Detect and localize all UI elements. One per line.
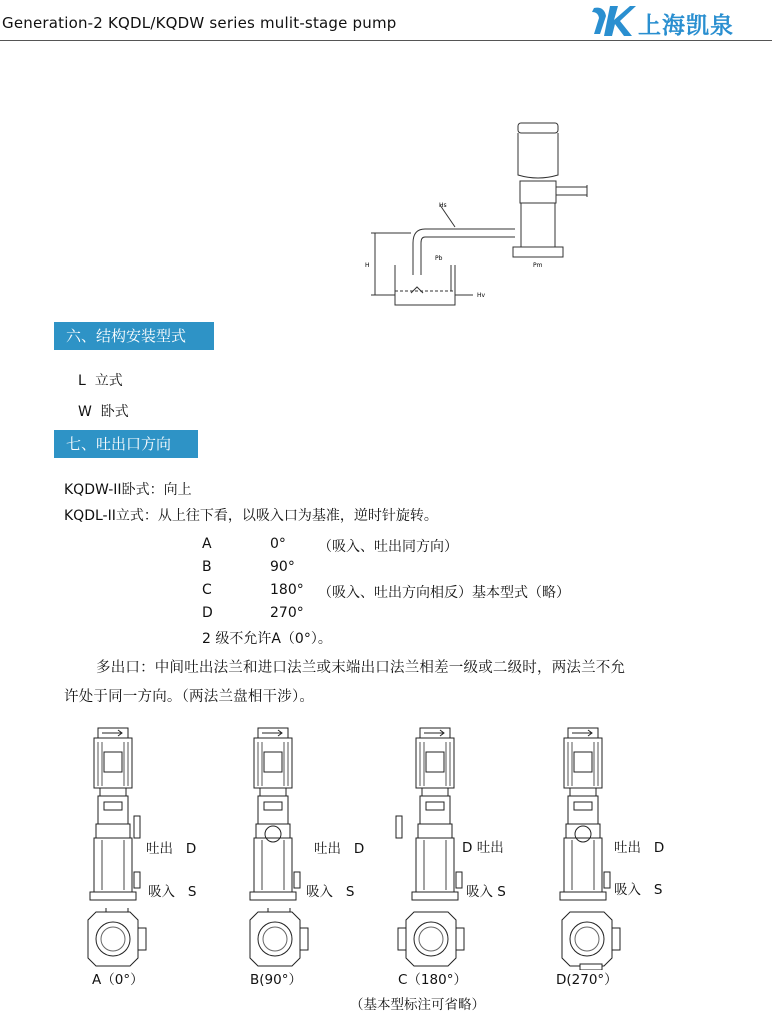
pump-b-inlet-label: 吸入 S bbox=[306, 884, 355, 900]
pump-elevation-c bbox=[396, 728, 462, 900]
direction-note-c: （吸入、吐出方向相反）基本型式（略） bbox=[318, 585, 570, 601]
plan-view-b bbox=[250, 908, 308, 966]
water-tank bbox=[395, 265, 455, 305]
pump-plan-views bbox=[0, 908, 772, 970]
label-hv: Hv bbox=[477, 292, 486, 299]
install-type-label: 卧式 bbox=[100, 404, 129, 420]
logo-mark-icon bbox=[590, 4, 636, 38]
direction-code-a: A bbox=[202, 536, 212, 552]
install-type-horizontal bbox=[78, 401, 129, 421]
pump-body bbox=[521, 203, 555, 247]
direction-angle-a: 0° bbox=[270, 536, 286, 552]
section6-title: 六、结构安装型式 bbox=[54, 322, 214, 350]
plan-view-a bbox=[88, 908, 146, 966]
kqdw-direction: KQDW-II卧式：向上 bbox=[64, 482, 192, 498]
direction-code-c: C bbox=[202, 582, 212, 598]
motor-body bbox=[518, 133, 558, 178]
label-hs: Hs bbox=[439, 202, 447, 209]
pump-elevation-a bbox=[90, 728, 140, 900]
pump-c-inlet-label: 吸入 S bbox=[466, 884, 506, 900]
caption-a: A（0°） bbox=[92, 972, 144, 988]
direction-code-d: D bbox=[202, 605, 213, 621]
pump-c-outlet-label: D 吐出 bbox=[462, 840, 504, 856]
caption-c: C（180°） bbox=[398, 972, 467, 988]
label-pb: Pb bbox=[435, 255, 443, 262]
header-divider bbox=[0, 40, 772, 41]
plan-view-d bbox=[562, 912, 620, 970]
caption-d: D(270°） bbox=[556, 972, 618, 988]
footnote: （基本型标注可省略） bbox=[350, 997, 485, 1013]
plan-view-c bbox=[398, 912, 464, 966]
pump-a-outlet-label: 吐出 D bbox=[146, 841, 197, 857]
pump-d-inlet-label: 吸入 S bbox=[614, 882, 663, 898]
label-h: H bbox=[365, 262, 370, 269]
install-type-label: 立式 bbox=[94, 373, 123, 389]
caption-b: B(90°） bbox=[250, 972, 302, 988]
pump-base bbox=[513, 247, 563, 257]
multi-outlet-para-line2: 许处于同一方向。（两法兰盘相干涉）。 bbox=[64, 689, 315, 705]
pump-coupling bbox=[520, 181, 556, 203]
logo-text: 上海凯泉 bbox=[638, 13, 734, 39]
install-type-code: W bbox=[78, 404, 92, 420]
company-logo bbox=[590, 4, 770, 38]
installation-diagram bbox=[355, 115, 605, 315]
pump-elevation-b bbox=[250, 728, 300, 900]
pump-b-outlet-label: 吐出 D bbox=[314, 841, 365, 857]
direction-code-b: B bbox=[202, 559, 212, 575]
multi-outlet-para-line1: 多出口：中间吐出法兰和进口法兰或末端出口法兰相差一级或二级时，两法兰不允 bbox=[96, 660, 626, 676]
direction-angle-d: 270° bbox=[270, 605, 304, 621]
kqdl-direction: KQDL-II立式：从上往下看，以吸入口为基准，逆时针旋转。 bbox=[64, 508, 438, 524]
pump-a-inlet-label: 吸入 S bbox=[148, 884, 197, 900]
section7-title: 七、吐出口方向 bbox=[54, 430, 198, 458]
label-pm: Pm bbox=[533, 262, 543, 269]
page-header-title: Generation-2 KQDL/KQDW series mulit-stage pump bbox=[2, 14, 397, 32]
direction-note-a: （吸入、吐出同方向） bbox=[318, 539, 458, 555]
direction-angle-b: 90° bbox=[270, 559, 295, 575]
direction-angle-c: 180° bbox=[270, 582, 304, 598]
stage-note: 2 级不允许A（0°）。 bbox=[202, 631, 332, 647]
motor-cap bbox=[518, 123, 558, 133]
install-type-vertical bbox=[78, 370, 123, 390]
pump-elevation-d bbox=[560, 728, 610, 900]
install-type-code: L bbox=[78, 373, 86, 389]
pump-d-outlet-label: 吐出 D bbox=[614, 840, 665, 856]
